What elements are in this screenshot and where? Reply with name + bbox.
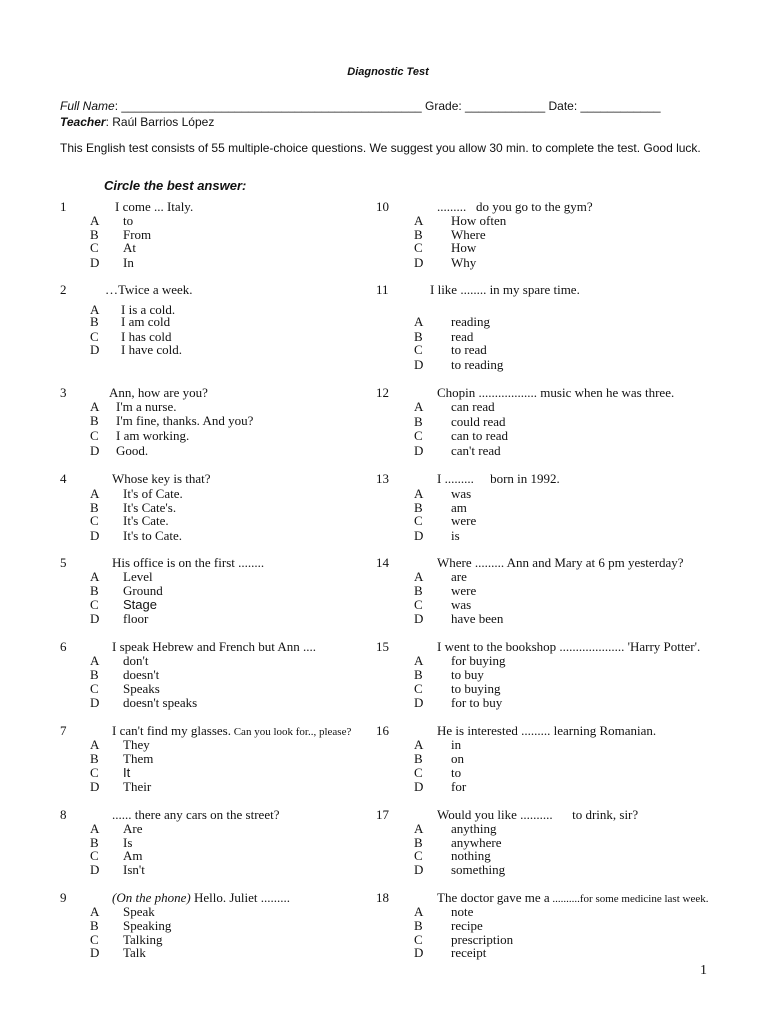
question-text: …Twice a week. [105,282,193,297]
option-text: anywhere [451,835,502,850]
option-letter: A [90,486,100,501]
full-name-blank: : _____________________________________________ [114,99,422,113]
option-letter: B [90,667,99,682]
option-letter: C [90,932,99,947]
option-text: can to read [451,428,509,443]
option-letter: A [414,399,424,414]
option-letter: A [90,399,100,414]
question-number: 1 [60,199,67,214]
option-letter: A [414,904,424,919]
option-letter: B [414,583,423,598]
option-letter: D [90,611,100,626]
option-letter: C [90,597,99,612]
question-10 [376,200,756,272]
option-text: Good. [116,443,149,458]
option-letter: A [414,737,424,752]
option-letter: D [90,528,100,543]
option-text: Talk [123,945,146,960]
option-letter: D [90,695,100,710]
option-letter: C [90,240,99,255]
question-11 [376,283,756,373]
option-text: is [451,528,460,543]
teacher-label: Teacher [60,115,106,129]
question-text-main: The doctor gave me a [437,890,550,905]
option-text: It [123,765,131,780]
question-text-italic: (On the phone) [112,890,191,905]
question-text: I come ... Italy. [115,199,194,214]
question-number: 3 [60,385,67,400]
question-text: Would you like .......... to drink, sir? [437,807,639,822]
question-3 [60,386,370,458]
option-letter: C [90,765,99,780]
option-letter: D [414,695,424,710]
option-letter: B [414,918,423,933]
option-text: Am [123,848,143,863]
option-text: They [123,737,150,752]
option-letter: A [414,314,424,329]
option-letter: C [414,765,423,780]
option-letter: C [414,597,423,612]
question-text: Chopin .................. music when he was three. [437,385,675,400]
option-text: Speak [123,904,155,919]
option-text: have been [451,611,504,626]
question-14 [376,556,756,628]
option-text: were [451,583,477,598]
option-text: How [451,240,477,255]
question-12 [376,386,756,458]
question-text: I ......... born in 1992. [437,471,560,486]
option-text: don't [123,653,149,668]
option-letter: C [414,240,423,255]
option-text: nothing [451,848,491,863]
option-text: were [451,513,477,528]
option-text: for buying [451,653,506,668]
option-text: for to buy [451,695,503,710]
date-field: Date: ____________ [545,99,661,113]
option-text: It's Cate's. [123,500,177,515]
option-letter: C [414,681,423,696]
question-18 [376,891,756,963]
option-text: Where [451,227,486,242]
option-letter: A [414,821,424,836]
option-text: doesn't speaks [123,695,198,710]
question-4 [60,472,370,544]
option-text: can read [451,399,495,414]
option-text: am [451,500,467,515]
question-number: 15 [376,639,389,654]
option-text: was [451,597,472,612]
option-letter: B [414,500,423,515]
option-text: Why [451,255,477,270]
option-text: Ground [123,583,163,598]
option-text: reading [451,314,490,329]
question-text: Whose key is that? [112,471,211,486]
option-text: could read [451,414,506,429]
option-text: receipt [451,945,487,960]
option-text: I am working. [116,428,190,443]
option-letter: B [90,918,99,933]
option-text: It's to Cate. [123,528,183,543]
option-letter: D [414,611,424,626]
question-text-main: Hello. Juliet ......... [190,890,290,905]
option-letter: B [90,314,99,329]
option-text: to buying [451,681,501,696]
option-letter: D [414,255,424,270]
option-letter: B [90,583,99,598]
question-number: 6 [60,639,67,654]
option-letter: D [90,255,100,270]
option-text: How often [451,213,507,228]
instruction-heading: Circle the best answer: [104,178,247,193]
option-text: Stage [123,597,157,612]
option-text: Speaks [123,681,160,696]
question-text: ......... do you go to the gym? [437,199,593,214]
option-letter: D [90,862,100,877]
option-text: Is [123,835,133,850]
option-letter: A [90,653,100,668]
question-text: Where ......... Ann and Mary at 6 pm yesterday? [437,555,684,570]
option-letter: B [414,329,423,344]
option-letter: C [414,342,423,357]
grade-field: Grade: ____________ [421,99,546,113]
option-letter: D [414,945,424,960]
option-text: I has cold [121,329,172,344]
option-letter: B [90,500,99,515]
question-1 [60,200,370,270]
option-letter: B [90,835,99,850]
option-letter: A [90,302,100,317]
option-letter: A [90,569,100,584]
option-text: can't read [451,443,501,458]
page-number: 1 [700,963,707,978]
option-letter: D [90,945,100,960]
question-number: 8 [60,807,67,822]
option-text: for [451,779,467,794]
question-17 [376,808,756,880]
option-text: anything [451,821,497,836]
question-number: 12 [376,385,389,400]
question-number: 13 [376,471,389,486]
option-letter: D [414,779,424,794]
question-text: ...... there any cars on the street? [112,807,280,822]
option-text: to reading [451,357,504,372]
option-text: It's of Cate. [123,486,183,501]
option-letter: D [414,443,424,458]
question-number: 7 [60,723,67,738]
option-letter: D [90,443,100,458]
option-text: Isn't [123,862,145,877]
option-letter: B [414,667,423,682]
option-letter: A [414,213,424,228]
question-number: 9 [60,890,67,905]
option-letter: B [414,835,423,850]
question-text-main: I can't find my glasses. [112,723,231,738]
full-name-line [60,99,661,113]
option-letter: B [90,413,99,428]
question-5 [60,556,370,628]
question-6 [60,640,370,712]
option-letter: C [90,681,99,696]
option-letter: B [414,414,423,429]
question-15 [376,640,756,712]
question-text: Ann, how are you? [109,385,208,400]
option-letter: D [90,779,100,794]
option-text: I am cold [121,314,171,329]
intro-text: This English test consists of 55 multiple-choice questions. We suggest you allow 30 min. to complete the test. Good luck. [60,141,701,155]
option-text: are [451,569,467,584]
option-text: I'm fine, thanks. And you? [116,413,254,428]
option-letter: C [414,932,423,947]
option-letter: A [90,904,100,919]
option-text: In [123,255,134,270]
question-number: 10 [376,199,389,214]
teacher-line [60,115,214,129]
option-text: to [451,765,462,780]
option-letter: D [414,862,424,877]
option-letter: D [414,528,424,543]
option-text: read [451,329,474,344]
option-text: doesn't [123,667,160,682]
option-text: It's Cate. [123,513,169,528]
option-letter: C [414,513,423,528]
question-16 [376,724,756,796]
question-text [437,891,708,906]
question-7 [60,724,370,796]
option-letter: A [90,821,100,836]
question-text-small: Can you look for.., please? [230,726,352,738]
option-letter: A [414,653,424,668]
option-letter: D [90,342,100,357]
option-text: to read [451,342,487,357]
option-text: I'm a nurse. [116,399,177,414]
option-text: to [123,213,134,228]
option-letter: C [90,329,99,344]
option-text: I have cold. [121,342,183,357]
question-13 [376,472,756,544]
question-9 [60,891,370,963]
question-text: I speak Hebrew and French but Ann .... [112,639,316,654]
option-letter: B [414,227,423,242]
question-text: His office is on the first ........ [112,555,265,570]
question-number: 11 [376,282,389,297]
option-text: At [123,240,136,255]
full-name-label: Full Name [60,99,115,113]
option-text: prescription [451,932,514,947]
option-letter: C [90,428,99,443]
option-text: recipe [451,918,483,933]
option-text: in [451,737,462,752]
question-number: 14 [376,555,389,570]
question-text: He is interested ......... learning Romanian. [437,723,657,738]
option-letter: D [414,357,424,372]
option-text: Speaking [123,918,172,933]
option-text: something [451,862,506,877]
question-number: 17 [376,807,389,822]
option-letter: C [414,848,423,863]
option-text: Them [123,751,154,766]
option-letter: C [414,428,423,443]
option-letter: B [90,751,99,766]
option-letter: A [414,569,424,584]
option-text: Level [123,569,153,584]
option-text: Are [123,821,143,836]
option-text: to buy [451,667,484,682]
teacher-name: : Raúl Barrios López [105,115,215,129]
question-text: I went to the bookshop .................... 'Harry Potter'. [437,639,701,654]
option-letter: C [90,848,99,863]
option-text: Their [123,779,152,794]
question-text-small: ..........for some medicine last week. [549,893,709,905]
option-letter: A [414,486,424,501]
option-letter: A [90,737,100,752]
question-8 [60,808,370,880]
option-text: I is a cold. [121,302,176,317]
question-number: 5 [60,555,67,570]
question-2 [60,283,370,358]
question-text [112,891,290,905]
document-title: Diagnostic Test [347,66,429,78]
option-text: on [451,751,464,766]
option-letter: B [414,751,423,766]
option-text: was [451,486,472,501]
question-text: I like ........ in my spare time. [430,282,580,297]
option-text: Talking [123,932,163,947]
question-number: 4 [60,471,67,486]
option-text: From [123,227,152,242]
question-number: 18 [376,890,389,905]
option-text: note [451,904,474,919]
option-letter: B [90,227,99,242]
question-number: 16 [376,723,389,738]
option-letter: C [90,513,99,528]
option-text: floor [123,611,149,626]
option-letter: A [90,213,100,228]
question-number: 2 [60,282,67,297]
